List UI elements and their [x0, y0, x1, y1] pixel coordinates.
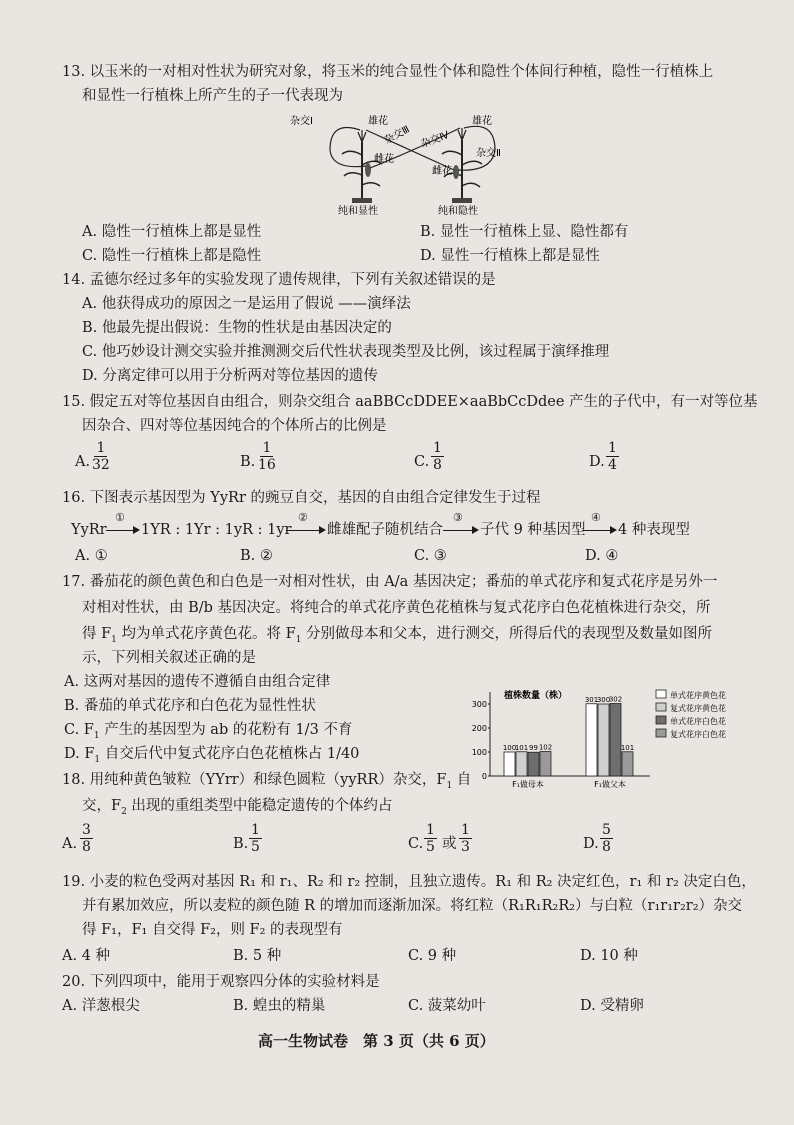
q16-genotypes: 子代 9 种基因型: [480, 522, 586, 538]
q15-b-label: B.: [240, 454, 256, 470]
q18-c-label: C.: [408, 836, 424, 852]
legend-label: 单式花序白色花: [670, 717, 726, 726]
q16-arrow4-head: [610, 526, 617, 534]
plant-right-label: 纯和隐性: [438, 206, 478, 217]
legend-swatch: [656, 716, 666, 724]
q17-stem-line3: 得 $F_1$ 均为单式花序黄色花。将 $F_1$ 分别做母本和父本，进行测交，所得后代的表现型及数量如图所: [82, 626, 713, 645]
q15-d-fraction: $\frac{1}{4}$: [608, 440, 617, 473]
q19-option-c: C. 9 种: [408, 948, 457, 964]
q19-stem-line3: 得 F₁，F₁ 自交得 F₂，则 F₂ 的表现型有: [82, 922, 343, 938]
q13-stem-line1: 13. 以玉米的一对相对性状为研究对象，将玉米的纯合显性个体和隐性个体间行种植，隐性一行植株上: [62, 64, 714, 80]
bar-1-2: [610, 704, 621, 776]
q19-stem-line1: 19. 小麦的粒色受两对基因 R₁ 和 r₁、R₂ 和 r₂ 控制，且独立遗传。R₁ 和 R₂ 决定红色，r₁ 和 r₂ 决定白色，: [62, 874, 756, 890]
plant-left-label: 纯和显性: [338, 206, 378, 217]
y-tick-label: 100: [471, 748, 487, 757]
q19-option-d: D. 10 种: [580, 948, 638, 964]
bar-1-3: [622, 752, 633, 776]
male-left-label: 雄花: [368, 116, 388, 127]
q19-stem-line2: 并有累加效应，所以麦粒的颜色随 R 的增加而逐渐加深。将红粒（R₁R₁R₂R₂）与白粒（r₁r₁r₂r₂）杂交: [82, 898, 743, 914]
female-right-label: 雌花: [432, 166, 452, 177]
q20-option-d: D. 受精卵: [580, 998, 644, 1014]
q18-c-fraction2: $\frac{1}{3}$: [461, 822, 470, 855]
q18-a-label: A.: [62, 836, 78, 852]
bar-value-label: 100: [502, 744, 517, 752]
q15-c-fraction: $\frac{1}{8}$: [433, 440, 442, 473]
q16-arrow3: [443, 530, 473, 531]
q15-d-label: D.: [589, 454, 605, 470]
q16-option-a: A. ①: [75, 548, 108, 564]
q18-stem-line2: 交，$F_2$ 出现的重组类型中能稳定遗传的个体约占: [82, 798, 393, 817]
q20-option-c: C. 菠菜幼叶: [408, 998, 486, 1014]
q16-genotype: YyRr: [71, 522, 107, 538]
bar-0-3: [540, 752, 551, 776]
q18-d-fraction: $\frac{5}{8}$: [602, 822, 611, 855]
q18-a-fraction: $\frac{3}{8}$: [82, 822, 91, 855]
q14-option-a: A. 他获得成功的原因之一是运用了假说 ——演绎法: [82, 296, 411, 312]
q15-stem-line2: 因杂合、四对等位基因纯合的个体所占的比例是: [82, 418, 387, 434]
q13-option-c: C. 隐性一行植株上都是隐性: [82, 248, 262, 264]
bar-0-1: [516, 752, 527, 776]
bar-value-label: 301: [584, 695, 599, 704]
q17-stem-line2: 对相对性状，由 B/b 基因决定。将纯合的单式花序黄色花植株与复式花序白色花植株进行杂交，所: [82, 600, 711, 616]
q18-b-fraction: $\frac{1}{5}$: [251, 822, 260, 855]
legend-label: 复式花序白色花: [670, 730, 726, 739]
q20-option-a: A. 洋葱根尖: [62, 998, 140, 1014]
q17-option-b: B. 番茄的单式花序和白色花为显性性状: [64, 698, 316, 714]
x-category-label: F₁做母本: [512, 780, 544, 789]
bar-0-2: [528, 752, 539, 776]
q16-stem: 16. 下图表示基因型为 YyRr 的豌豆自交，基因的自由组合定律发生于过程: [62, 490, 541, 506]
bar-0-0: [504, 752, 515, 776]
q17-stem-line4: 示，下列相关叙述正确的是: [82, 650, 256, 666]
male-right-label: 雄花: [472, 116, 492, 127]
legend-swatch: [656, 729, 666, 737]
phenotype-bar-chart: [464, 684, 740, 802]
corn-cross-diagram: [290, 110, 520, 220]
legend-label: 复式花序黄色花: [670, 704, 726, 713]
cross3-label: 杂交Ⅲ: [382, 124, 412, 147]
q16-step3-num: ③: [453, 511, 463, 524]
q16-step2-num: ②: [298, 511, 308, 524]
q16-arrow2-head: [319, 526, 326, 534]
q18-c-fraction1: $\frac{1}{5}$: [426, 822, 435, 855]
q19-option-b: B. 5 种: [233, 948, 282, 964]
bar-1-1: [598, 704, 609, 776]
q16-option-c: C. ③: [414, 548, 447, 564]
q19-option-a: A. 4 种: [62, 948, 111, 964]
q17-stem-line1: 17. 番茄花的颜色黄色和白色是一对相对性状，由 A/a 基因决定；番茄的单式花序和复式花序是另外一: [62, 574, 718, 590]
q16-step4-num: ④: [591, 511, 601, 524]
y-tick-label: 200: [471, 724, 487, 733]
bar-1-0: [586, 704, 597, 776]
cross2-label: 杂交Ⅱ: [476, 148, 501, 159]
q16-arrow4: [583, 530, 611, 531]
q18-d-label: D.: [583, 836, 599, 852]
self-cross-left-arrow: [330, 128, 366, 167]
q16-phenotypes: 4 种表现型: [618, 522, 690, 538]
q17-option-d: D. $F_1$ 自交后代中复式花序白色花植株占 1/40: [64, 746, 360, 765]
q13-option-d: D. 显性一行植株上都是显性: [420, 248, 600, 264]
cross1-label: 杂交Ⅰ: [290, 116, 313, 127]
female-left-label: 雌花: [374, 154, 394, 165]
y-tick-label: 300: [471, 700, 487, 709]
q17-option-a: A. 这两对基因的遗传不遵循自由组合定律: [64, 674, 331, 690]
q14-option-d: D. 分离定律可以用于分析两对等位基因的遗传: [82, 368, 378, 384]
q16-gametes: 1YR : 1Yr : 1yR : 1yr: [141, 522, 292, 538]
y-tick-label: 0: [481, 772, 487, 781]
bar-value-label: 300: [596, 696, 611, 704]
q14-stem: 14. 孟德尔经过多年的实验发现了遗传规律，下列有关叙述错误的是: [62, 272, 496, 288]
legend-label: 单式花序黄色花: [670, 691, 726, 700]
q20-stem: 20. 下列四项中，能用于观察四分体的实验材料是: [62, 974, 380, 990]
bar-value-label: 302: [608, 695, 623, 704]
bar-value-label: 102: [538, 743, 553, 752]
q20-option-b: B. 蝗虫的精巢: [233, 998, 326, 1014]
chart-title: 植株数量（株）: [504, 691, 568, 701]
x-category-label: F₁做父本: [594, 780, 626, 789]
q18-c-or: 或: [442, 836, 457, 852]
q15-b-fraction: $\frac{1}{16}$: [258, 440, 276, 473]
bar-value-label: 101: [620, 743, 635, 752]
q15-a-fraction: $\frac{1}{32}$: [92, 440, 110, 473]
page-footer: 高一生物试卷 第 3 页（共 6 页）: [258, 1032, 495, 1050]
bar-value-label: 99: [529, 744, 538, 753]
q18-b-label: B.: [233, 836, 249, 852]
legend-swatch: [656, 690, 666, 698]
q16-arrow2: [286, 530, 320, 531]
q16-fertilization: 雌雄配子随机结合: [327, 522, 443, 538]
q16-arrow1: [106, 530, 134, 531]
q15-a-label: A.: [75, 454, 91, 470]
bar-value-label: 101: [514, 743, 529, 752]
q14-option-c: C. 他巧妙设计测交实验并推测测交后代性状表现类型及比例，该过程属于演绎推理: [82, 344, 610, 360]
q16-option-b: B. ②: [240, 548, 273, 564]
q13-option-b: B. 显性一行植株上显、隐性都有: [420, 224, 629, 240]
q15-c-label: C.: [414, 454, 430, 470]
q18-stem-line1: 18. 用纯种黄色皱粒（YYrr）和绿色圆粒（yyRR）杂交，$F_1$ 自: [62, 772, 472, 791]
q13-stem-line2: 和显性一行植株上所产生的子一代表现为: [82, 88, 343, 104]
q16-step1-num: ①: [115, 511, 125, 524]
cross4-label: 杂交Ⅳ: [419, 129, 451, 151]
q17-option-c: C. $F_1$ 产生的基因型为 ab 的花粉有 1/3 不育: [64, 722, 353, 741]
q13-option-a: A. 隐性一行植株上都是显性: [82, 224, 262, 240]
legend-swatch: [656, 703, 666, 711]
q16-arrow1-head: [133, 526, 140, 534]
q14-option-b: B. 他最先提出假说：生物的性状是由基因决定的: [82, 320, 392, 336]
q16-arrow3-head: [472, 526, 479, 534]
q16-option-d: D. ④: [585, 548, 619, 564]
q15-stem-line1: 15. 假定五对等位基因自由组合，则杂交组合 aaBBCcDDEE×aaBbCcDdee 产生的子代中，有一对等位基: [62, 394, 758, 410]
